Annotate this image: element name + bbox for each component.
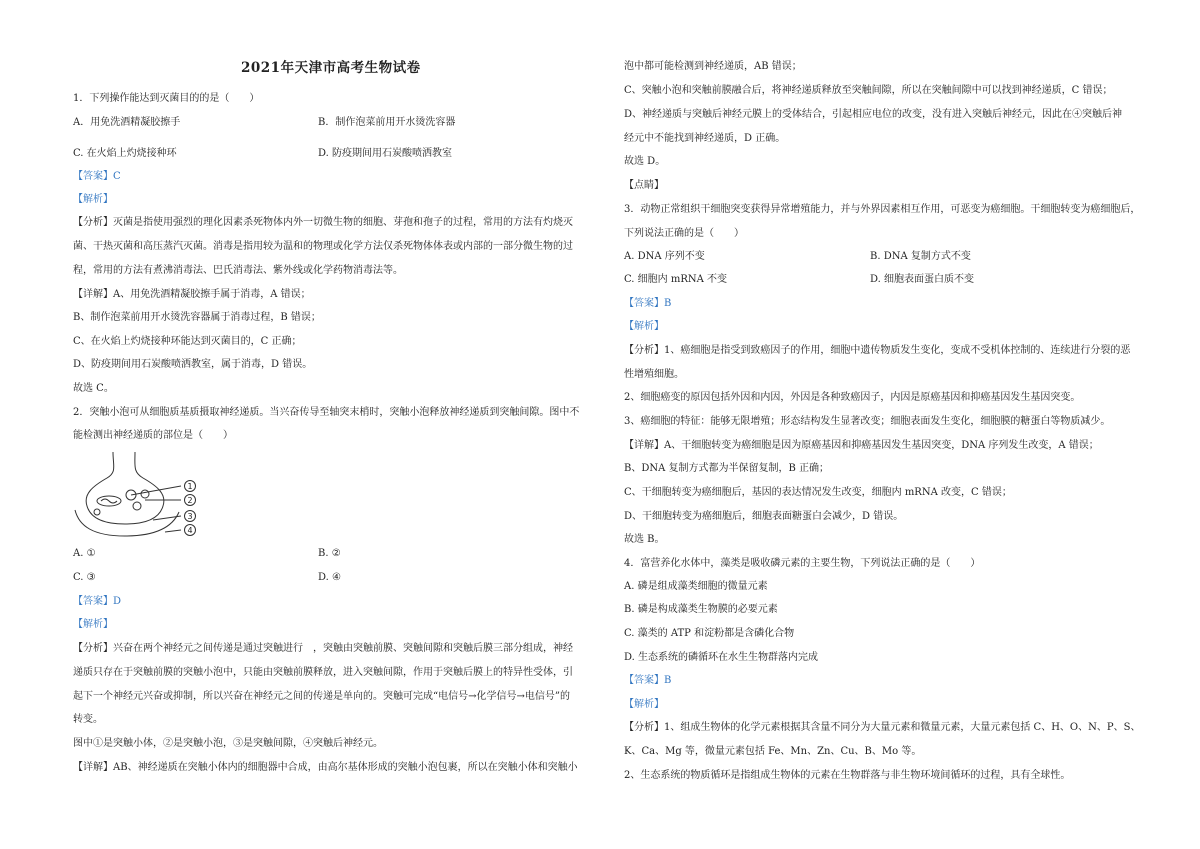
q2-analysis-line: 【分析】兴奋在两个神经元之间传递是通过突触进行 ，突触由突触前膜、突触间隙和突触后膜三部分组成，神经 [73,643,573,654]
q3-option-a: A. DNA 序列不变 [624,251,705,262]
q3-detail-line: B、DNA 复制方式都为半保留复制，B 正确； [624,463,830,474]
q3-stem: 下列说法正确的是（ ） [624,228,744,239]
q2-continued-line: 泡中都可能检测到神经递质，AB 错误； [624,61,802,72]
q3-option-d: D. 细胞表面蛋白质不变 [870,274,975,285]
q2-analysis-line: 转变。 [73,714,103,725]
q4-option-b: B. 磷是构成藻类生物膜的必要元素 [624,604,778,615]
synapse-diagram [73,450,213,542]
q1-answer: 【答案】C [73,171,121,182]
q1-detail-line: 【详解】A、用免洗酒精凝胶擦手属于消毒，A 错误； [73,289,311,300]
q3-stem: 3．动物正常组织干细胞突变获得异常增殖能力，并与外界因素相互作用，可恶变为癌细胞。干细胞转变为癌细胞后， [624,204,1141,215]
q1-analysis-label: 【解析】 [73,194,113,205]
q1-option-b: B．制作泡菜前用开水烫洗容器 [318,117,456,128]
q2-analysis-label: 【解析】 [73,619,113,630]
q4-answer: 【答案】B [624,675,672,686]
q3-analysis-line: 【分析】1、癌细胞是指受到致癌因子的作用，细胞中遗传物质发生变化，变成不受机体控制的、连续进行分裂的恶 [624,345,1131,356]
q1-option-a: A．用免洗酒精凝胶擦手 [73,117,181,128]
q1-analysis-line: 程，常用的方法有煮沸消毒法、巴氏消毒法、紫外线或化学药物消毒法等。 [73,265,403,276]
q2-detail-line: 【详解】AB、神经递质在突触小体内的细胞器中合成，由高尔基体形成的突触小泡包裹，所以在突触小体和突触小 [73,762,578,773]
q2-option-d: D. ④ [318,572,341,583]
q2-stem: 能检测出神经递质的部位是（ ） [73,430,233,441]
q2-figure-note: 图中①是突触小体，②是突触小泡，③是突触间隙，④突触后神经元。 [73,738,383,749]
q1-stem: 1．下列操作能达到灭菌目的的是（ ） [73,93,260,104]
q2-comment: 【点睛】 [624,180,664,191]
q2-analysis-line: 递质只存在于突触前膜的突触小泡中，只能由突触前膜释放，进入突触间隙，作用于突触后膜上的特异性受体，引 [73,667,573,678]
postsynaptic-membrane [75,510,179,536]
q3-answer: 【答案】B [624,298,672,309]
q2-continued-line: 经元中不能找到神经递质，D 正确。 [624,133,786,144]
q1-option-c: C. 在火焰上灼烧接种环 [73,148,177,159]
svg-text:2: 2 [187,496,193,505]
q4-analysis-line: 2、生态系统的物质循环是指组成生物体的元素在生物群落与非生物环境间循环的过程，具有全球性。 [624,770,1071,781]
q3-detail-line: D、干细胞转变为癌细胞后，细胞表面糖蛋白会减少，D 错误。 [624,511,904,522]
q3-option-c: C. 细胞内 mRNA 不变 [624,274,727,285]
q2-conclusion: 故选 D。 [624,156,666,167]
q2-answer: 【答案】D [73,596,122,607]
q1-analysis-line: 菌、干热灭菌和高压蒸汽灭菌。消毒是指用较为温和的物理或化学方法仅杀死物体体表或内部的一部分微生物的过 [73,241,573,252]
q1-detail-line: B、制作泡菜前用开水烫洗容器属于消毒过程，B 错误； [73,312,321,323]
q3-analysis-line: 2、细胞癌变的原因包括外因和内因，外因是各种致癌因子，内因是原癌基因和抑癌基因发生基因突变。 [624,392,1081,403]
q3-option-b: B. DNA 复制方式不变 [870,251,971,262]
q1-analysis-line: 【分析】灭菌是指使用强烈的理化因素杀死物体内外一切微生物的细胞、芽孢和孢子的过程，常用的方法有灼烧灭 [73,217,573,228]
page-title: 2021年天津市高考生物试卷 [241,60,421,76]
q2-option-a: A. ① [73,548,96,559]
svg-text:3: 3 [187,512,193,521]
q1-detail-line: D、防疫期间用石炭酸喷洒教室，属于消毒，D 错误。 [73,359,313,370]
q2-option-c: C. ③ [73,572,96,583]
q2-analysis-line: 起下一个神经元兴奋或抑制，所以兴奋在神经元之间的传递是单向的。突触可完成“电信号→化学信号→电信号”的 [73,691,570,702]
q4-option-c: C. 藻类的 ATP 和淀粉都是含磷化合物 [624,628,795,639]
q4-analysis-label: 【解析】 [624,699,664,710]
q2-option-b: B. ② [318,548,341,559]
q3-analysis-line: 3、癌细胞的特征：能够无限增殖；形态结构发生显著改变；细胞表面发生变化，细胞膜的糖蛋白等物质减少。 [624,416,1111,427]
q3-detail-line: C、干细胞转变为癌细胞后，基因的表达情况发生改变，细胞内 mRNA 改变，C 错误； [624,487,1012,498]
q2-continued-line: C、突触小泡和突触前膜融合后，将神经递质释放至突触间隙，所以在突触间隙中可以找到神经递质，C 错误； [624,85,1113,96]
q1-conclusion: 故选 C。 [73,383,114,394]
q4-stem: 4．富营养化水体中，藻类是吸收磷元素的主要生物，下列说法正确的是（ ） [624,558,981,569]
q1-option-d: D. 防疫期间用石炭酸喷洒教室 [318,148,453,159]
q4-option-a: A. 磷是组成藻类细胞的微量元素 [624,581,768,592]
q3-conclusion: 故选 B。 [624,534,665,545]
q3-analysis-line: 性增殖细胞。 [624,369,684,380]
q2-continued-line: D、神经递质与突触后神经元膜上的受体结合，引起相应电位的改变，没有进入突触后神经元，因此在④突触后神 [624,109,1123,120]
q4-analysis-line: K、Ca、Mg 等，微量元素包括 Fe、Mn、Zn、Cu、B、Mo 等。 [624,746,922,757]
presynaptic-terminal [86,452,164,524]
svg-text:4: 4 [187,526,193,535]
q2-stem: 2．突触小泡可从细胞质基质摄取神经递质。当兴奋传导至轴突末梢时，突触小泡释放神经递质到突触间隙。图中不 [73,407,580,418]
q3-detail-line: 【详解】A、干细胞转变为癌细胞是因为原癌基因和抑癌基因发生基因突变，DNA 序列发生改变，A 错误； [624,440,1099,451]
q1-detail-line: C、在火焰上灼烧接种环能达到灭菌目的，C 正确； [73,336,302,347]
q3-analysis-label: 【解析】 [624,321,664,332]
q4-analysis-line: 【分析】1、组成生物体的化学元素根据其含量不同分为大量元素和微量元素，大量元素包括 C、H、O、N、P、S、 [624,722,1141,733]
svg-text:1: 1 [187,482,193,491]
q4-option-d: D. 生态系统的磷循环在水生生物群落内完成 [624,652,819,663]
